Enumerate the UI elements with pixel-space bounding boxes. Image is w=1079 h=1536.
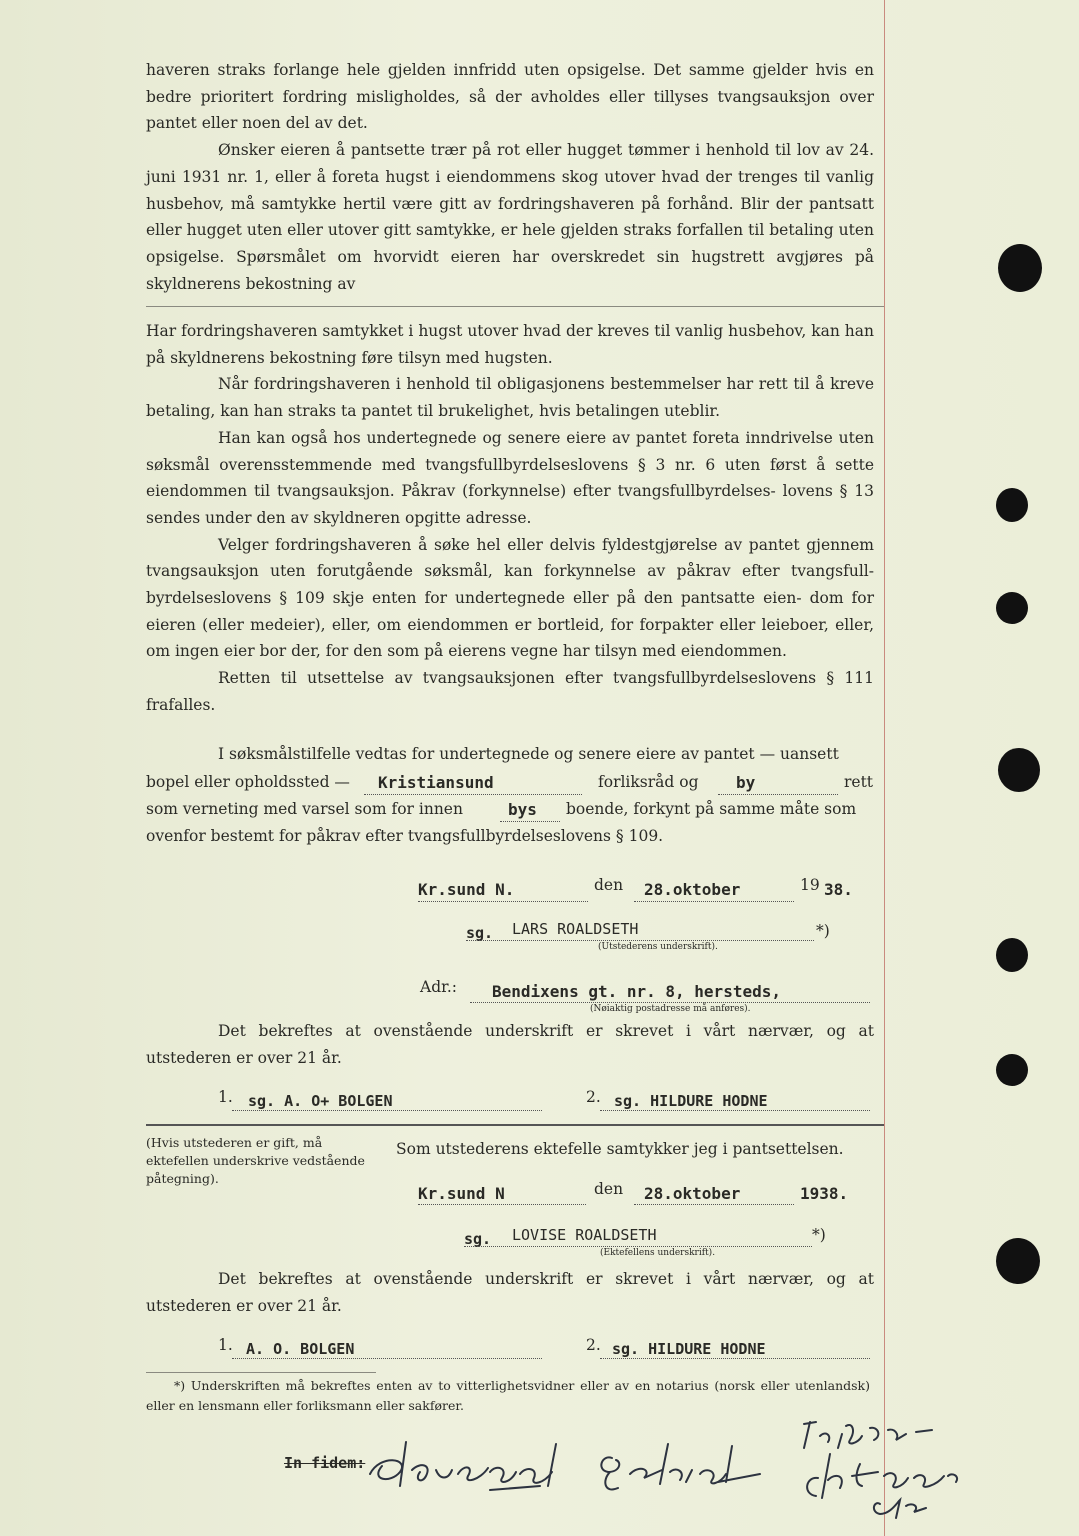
- witness-2-name: sg. HILDURE HODNE: [614, 1092, 768, 1110]
- fill-line: [364, 794, 582, 795]
- spouse-consent: Som utstederens ektefelle samtykker jeg i pantsettelsen.: [396, 1140, 844, 1158]
- paragraph: Velger fordringshaveren å søke hel eller delvis fyldestgjørelse av pantet gjennem tvangsauksjon uten forutgående søksmål, kan forkynnelse av påkrav efter tvangsfull- byrdelseslovens § 109 skje enten for undertegnede eller på den pantsatte eien- dom for eieren (eller medeier), eller, om eiendommen er bortleid, for forpakter eller leieboer, eller, om ingen eier bor der, for den som på eierens vegne har tilsyn med eiendommen.: [146, 535, 874, 661]
- sg-mark: sg.: [466, 924, 494, 942]
- paragraph: Retten til utsettelse av tvangsauksjonen efter tvangsfullbyrdelseslovens § 111 frafalles.: [146, 669, 874, 714]
- footnote-ref: *): [812, 1226, 826, 1244]
- witness-1-name: sg. A. O+ BOLGEN: [248, 1092, 393, 1110]
- punch-hole: [996, 1054, 1028, 1086]
- spouse-note: (Hvis utstederen er gift, må ektefellen underskrive vedstående påtegning).: [146, 1135, 365, 1186]
- year-suffix: 38.: [824, 880, 853, 899]
- paragraph: Han kan også hos undertegnede og senere eiere av pantet foreta inndrivelse uten søksmål overensstemmende med tvangsfullbyrdelseslovens § 3 nr. 6 uten først å sette eiendommen til tvangsauksjon. Påkrav (forkynnelse) efter tvangsfullbyrdelses- lovens § 13 sendes under den av skyldneren opgitte adresse.: [146, 428, 874, 527]
- margin-rule: [884, 0, 885, 1536]
- spouse-date: 28.oktober: [644, 1184, 741, 1203]
- punch-hole: [996, 938, 1028, 972]
- fill-line: [232, 1358, 542, 1359]
- issuer-name: LARS ROALDSETH: [512, 920, 639, 938]
- fill-line: [634, 1204, 794, 1205]
- venue-line-2b: forliksråd og: [598, 773, 699, 791]
- fill-line: [500, 821, 560, 822]
- witness-statement-1: [146, 1018, 874, 1071]
- witness-1-name: A. O. BOLGEN: [246, 1340, 355, 1358]
- handwritten-signature-1: [370, 1442, 556, 1490]
- witness-number: 2.: [586, 1088, 601, 1106]
- signature-caption: (Ektefellens underskrift).: [600, 1248, 716, 1258]
- paragraph-block-2: [146, 318, 874, 719]
- witness-number: 2.: [586, 1336, 601, 1354]
- year-prefix: 19: [800, 876, 820, 894]
- fill-line: [470, 1002, 870, 1003]
- fill-line: [418, 1204, 586, 1205]
- fill-line: [466, 940, 814, 941]
- venue-place: Kristiansund: [378, 773, 494, 792]
- spouse-year: 1938.: [800, 1184, 849, 1203]
- venue-line-2a: bopel eller opholdssted —: [146, 773, 350, 791]
- address-caption: (Nøiaktig postadresse må anføres).: [590, 1004, 751, 1014]
- footnote-ref: *): [816, 922, 830, 940]
- address-value: Bendixens gt. nr. 8, hersteds,: [492, 982, 781, 1001]
- fill-line: [418, 901, 588, 902]
- handwritten-signature-3: [804, 1422, 957, 1518]
- venue-line-1: I søksmålstilfelle vedtas for undertegnede og senere eiere av pantet — uansett: [218, 745, 839, 763]
- footnote-divider: [146, 1372, 376, 1373]
- section-divider: [146, 306, 884, 307]
- footnote: *) Underskriften må bekreftes enten av to vitterlighetsvidner eller av en notarius (norsk eller utenlandsk) eller en lensmann eller forliksmann eller sakfører.: [146, 1378, 870, 1413]
- venue-line-2c: rett: [844, 773, 874, 791]
- venue-bys: bys: [508, 800, 537, 819]
- venue-line-3b: boende, forkynt på samme måte som: [566, 800, 857, 818]
- punch-hole: [996, 488, 1028, 522]
- fill-line: [718, 794, 838, 795]
- paragraph: Når fordringshaveren i henhold til obligasjonens bestemmelser har rett til å kreve betaling, kan han straks ta pantet til brukelighet, hvis betalingen uteblir.: [146, 375, 874, 421]
- address-label: Adr.:: [420, 978, 457, 996]
- sign-place: Kr.sund N.: [418, 880, 515, 899]
- punch-hole: [998, 748, 1040, 792]
- spouse-place: Kr.sund N: [418, 1184, 505, 1203]
- den-label: den: [594, 876, 624, 894]
- in-fidem-stamp: In fidem:: [284, 1454, 366, 1472]
- paragraph: Det bekreftes at ovenstående underskrift er skrevet i vårt nærvær, og at utstederen er over 21 år.: [146, 1270, 874, 1315]
- fill-line: [464, 1246, 812, 1247]
- paragraph: Har fordringshaveren samtykket i hugst utover hvad der kreves til vanlig husbehov, kan han på skyldnerens bekostning føre tilsyn med hugsten.: [146, 322, 874, 367]
- venue-line-4: ovenfor bestemt for påkrav efter tvangsfullbyrdelseslovens § 109.: [146, 827, 664, 845]
- punch-hole: [998, 244, 1042, 292]
- witness-number: 1.: [218, 1336, 233, 1354]
- paragraph-block-1: [146, 57, 874, 297]
- punch-hole: [996, 592, 1028, 624]
- den-label: den: [594, 1180, 624, 1198]
- fill-line: [634, 901, 794, 902]
- witness-statement-2: [146, 1266, 874, 1319]
- paragraph: Det bekreftes at ovenstående underskrift er skrevet i vårt nærvær, og at utstederen er over 21 år.: [146, 1022, 874, 1067]
- witness-2-name: sg. HILDURE HODNE: [612, 1340, 766, 1358]
- sg-mark: sg.: [464, 1230, 492, 1248]
- signature-caption: (Utstederens underskrift).: [598, 942, 718, 952]
- paragraph: Ønsker eieren å pantsette trær på rot eller hugget tømmer i henhold til lov av 24. juni 1931 nr. 1, eller å foreta hugst i eiendommens skog utover hvad der trenges til vanlig husbehov, må samtykke hertil være gitt av fordringshaveren på forhånd. Blir der pantsatt eller hugget uten eller utover gitt samtykke, er hele gjelden straks forfallen til betaling uten opsigelse. Spørsmålet om hvorvidt eieren har overskredet sin hugstrett avgjøres på skyldnerens bekostning av: [146, 141, 874, 293]
- witness-number: 1.: [218, 1088, 233, 1106]
- fill-line: [600, 1358, 870, 1359]
- spouse-name: LOVISE ROALDSETH: [512, 1226, 657, 1244]
- venue-line-3a: som verneting med varsel som for innen: [146, 800, 463, 818]
- handwritten-signatures: [340, 1414, 980, 1524]
- fill-line: [232, 1110, 542, 1111]
- section-divider: [146, 1124, 884, 1126]
- handwritten-signature-2: [601, 1444, 760, 1489]
- fill-line: [600, 1110, 870, 1111]
- punch-hole: [996, 1238, 1040, 1284]
- paragraph: haveren straks forlange hele gjelden innfridd uten opsigelse. Det samme gjelder hvis en bedre prioritert fordring misligholdes, så der avholdes eller tillyses tvangsauksjon over pantet eller noen del av det.: [146, 61, 874, 133]
- venue-court: by: [736, 773, 756, 792]
- sign-date: 28.oktober: [644, 880, 741, 899]
